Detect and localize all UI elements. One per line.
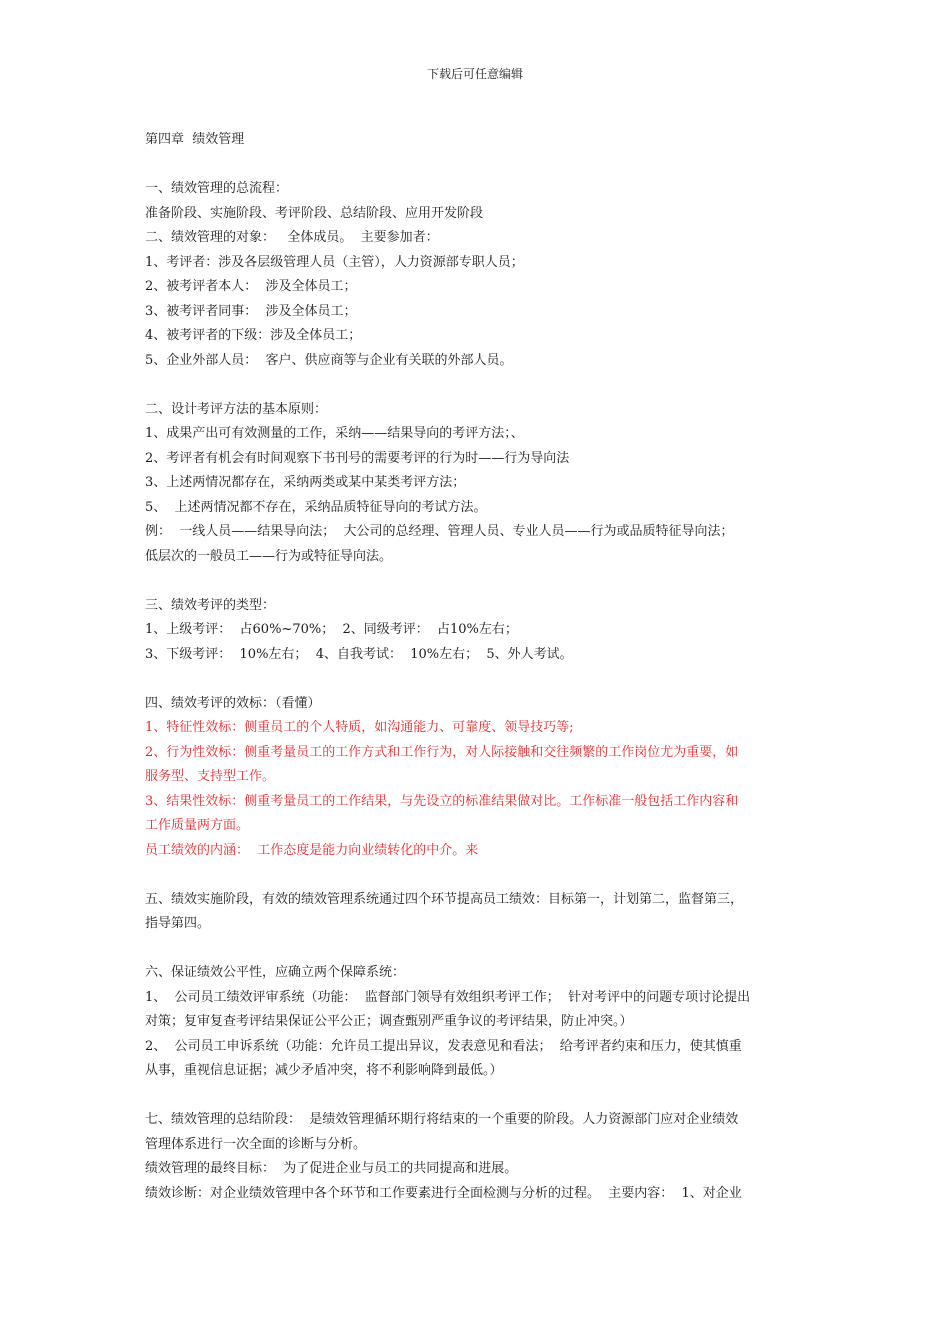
section-7-line: 绩效管理的最终目标： 为了促进企业与员工的共同提高和进展。 (145, 1161, 518, 1176)
section-5-line: 五、绩效实施阶段，有效的绩效管理系统通过四个环节提高员工绩效：目标第一，计划第二，监督第三， (145, 891, 744, 907)
spacer (145, 667, 807, 692)
spacer (145, 373, 807, 398)
spacer (145, 569, 807, 594)
list-item: 1、 公司员工绩效评审系统（功能： 监督部门领导有效组织考评工作； 针对考评中的问题专项讨论提出 (145, 989, 751, 1005)
page-header: 下载后可任意编辑 (426, 67, 523, 81)
paragraph-line: 二、绩效管理的对象： 全体成员。 主要参加者： (145, 230, 439, 245)
list-item: 2、 公司员工申诉系统（功能：允许员工提出异议，发表意见和看法； 给考评者约束和压力，使其慎重 (145, 1038, 742, 1054)
highlight-line: 服务型、支持型工作。 (145, 769, 276, 784)
section-5-line: 指导第四。 (145, 916, 211, 931)
section-7-line: 七、绩效管理的总结阶段： 是绩效管理循环期行将结束的一个重要的阶段。人力资源部门应对企业绩效 (145, 1112, 739, 1127)
document-body (145, 128, 807, 1206)
highlight-line: 员工绩效的内涵： 工作态度是能力向业绩转化的中介。来 (145, 842, 479, 858)
highlight-line: 工作质量两方面。 (145, 818, 250, 833)
highlight-line: 2、行为性效标：侧重考量员工的工作方式和工作行为，对人际接触和交往频繁的工作岗位尤为重要，如 (145, 744, 739, 760)
paragraph-line: 1、上级考评： 占60%~70%； 2、同级考评： 占10%左右； (145, 622, 518, 637)
spacer (145, 863, 807, 888)
paragraph-line: 准备阶段、实施阶段、考评阶段、总结阶段、应用开发阶段 (145, 205, 484, 221)
list-item: 3、被考评者同事： 涉及全体员工； (145, 303, 357, 319)
list-item-continued: 对策；复审复查考评结果保证公平公正；调查甄别严重争议的考评结果，防止冲突。） (145, 1014, 633, 1029)
spacer (145, 1084, 807, 1109)
list-item: 1、成果产出可有效测量的工作，采纳——结果导向的考评方法；、 (145, 426, 524, 441)
section-7-line: 绩效诊断：对企业绩效管理中各个环节和工作要素进行全面检测与分析的过程。 主要内容： 1、对企业 (145, 1185, 742, 1201)
list-item: 5、企业外部人员： 客户、供应商等与企业有关联的外部人员。 (145, 352, 513, 368)
list-item-continued: 从事，重视信息证据；减少矛盾冲突，将不利影响降到最低。） (145, 1063, 503, 1078)
section-3-heading: 三、绩效考评的类型： (145, 597, 276, 613)
list-item: 2、被考评者本人： 涉及全体员工； (145, 279, 357, 294)
section-2-heading: 二、设计考评方法的基本原则： (145, 401, 328, 417)
spacer (145, 153, 807, 178)
spacer (145, 937, 807, 962)
paragraph-line: 低层次的一般员工——行为或特征导向法。 (145, 548, 393, 564)
list-item: 4、被考评者的下级：涉及全体员工； (145, 328, 362, 343)
section-1-heading: 一、绩效管理的总流程： (145, 181, 289, 196)
section-6-heading: 六、保证绩效公平性，应确立两个保障系统： (145, 965, 406, 980)
section-4-heading: 四、绩效考评的效标：（看懂） (145, 695, 321, 711)
highlight-line: 1、特征性效标：侧重员工的个人特质，如沟通能力、可靠度、领导技巧等; (145, 720, 574, 735)
highlight-line: 3、结果性效标：侧重考量员工的工作结果，与先设立的标准结果做对比。工作标准一般包括工作内容和 (145, 793, 739, 809)
list-item: 3、上述两情况都存在，采纳两类或某中某类考评方法； (145, 475, 466, 490)
list-item: 2、考评者有机会有时间观察下书刊号的需要考评的行为时——行为导向法 (145, 450, 570, 466)
list-item: 5、 上述两情况都不存在，采纳品质特征导向的考试方法。 (145, 499, 487, 515)
section-7-line: 管理体系进行一次全面的诊断与分析。 (145, 1136, 367, 1152)
list-item: 1、考评者：涉及各层级管理人员（主管），人力资源部专职人员； (145, 254, 524, 270)
paragraph-line: 3、下级考评： 10%左右； 4、自我考试： 10%左右； 5、外人考试。 (145, 646, 573, 662)
paragraph-line: 例： 一线人员——结果导向法； 大公司的总经理、管理人员、专业人员——行为或品质特征导向法； (145, 524, 734, 539)
chapter-title: 第四章 绩效管理 (145, 132, 245, 147)
